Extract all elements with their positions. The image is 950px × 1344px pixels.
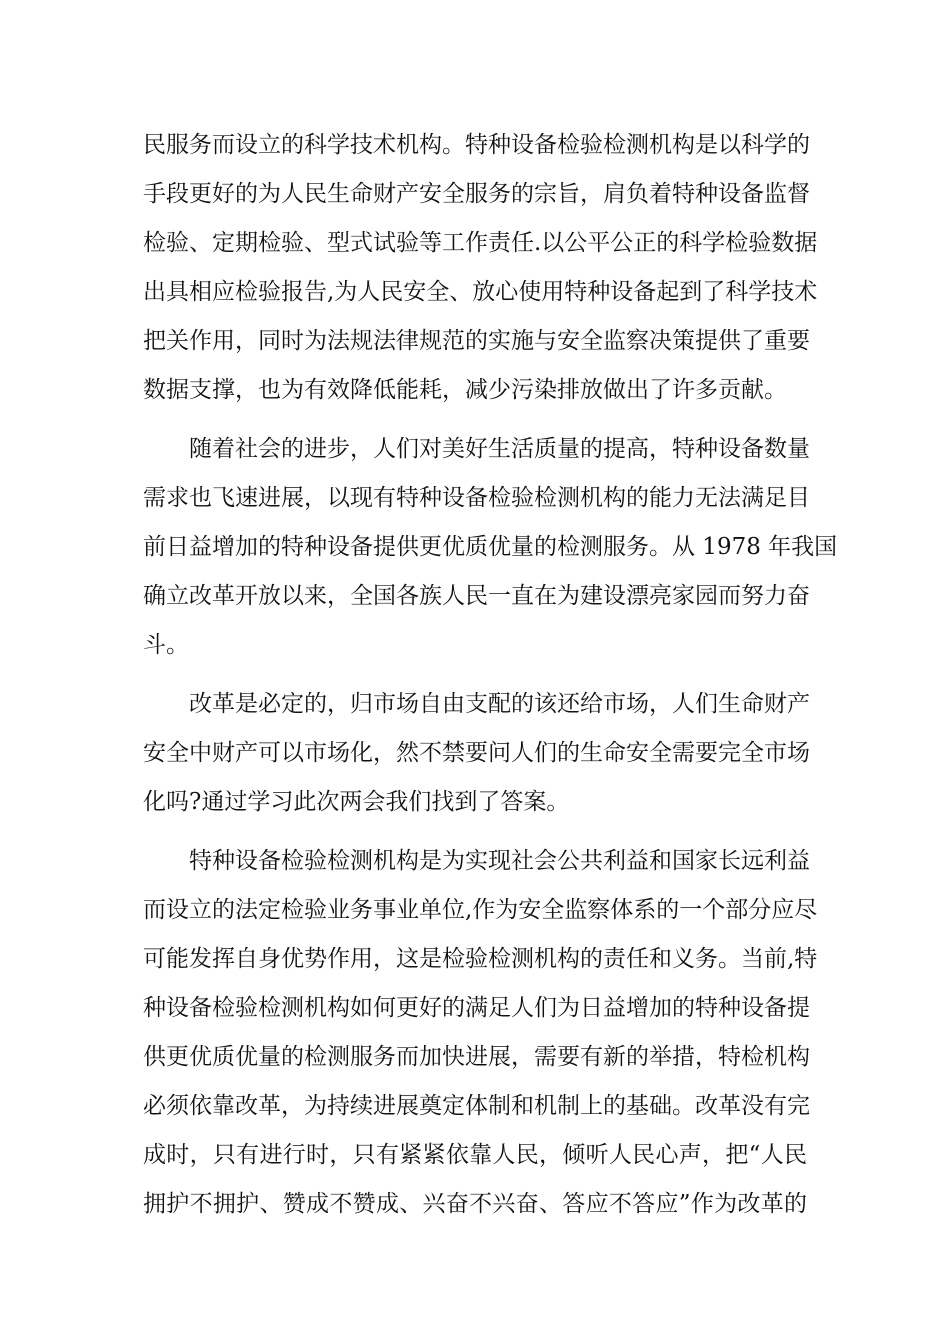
text-line: 必须依靠改革，为持续进展奠定体制和机制上的基础。改革没有完 xyxy=(143,1093,810,1119)
text-line: 民服务而设立的科学技术机构。特种设备检验检测机构是以科学的 xyxy=(143,132,810,158)
text-line: 斗。 xyxy=(143,632,189,658)
text-line: 而设立的法定检验业务事业单位,作为安全监察体系的一个部分应尽 xyxy=(143,897,818,923)
text-line: 种设备检验检测机构如何更好的满足人们为日益增加的特种设备提 xyxy=(143,995,810,1021)
text-line: 成时，只有进行时，只有紧紧依靠人民，倾听人民心声，把“人民 xyxy=(143,1142,807,1168)
paragraph-first-line: 改革是必定的，归市场自由支配的该还给市场，人们生命财产 xyxy=(189,691,810,717)
text-line: 需求也飞速进展，以现有特种设备检验检测机构的能力无法满足目 xyxy=(143,485,810,511)
text-line: 供更优质优量的检测服务而加快进展，需要有新的举措，特检机构 xyxy=(143,1044,810,1070)
text-line: 化吗?通过学习此次两会我们找到了答案。 xyxy=(143,789,570,815)
text-line: 数据支撑，也为有效降低能耗，减少污染排放做出了许多贡献。 xyxy=(143,377,787,403)
text-line: 检验、定期检验、型式试验等工作责任.以公平公正的科学检验数据 xyxy=(143,230,818,256)
text-line: 可能发挥自身优势作用，这是检验检测机构的责任和义务。当前,特 xyxy=(143,946,818,972)
text-line: 把关作用，同时为法规法律规范的实施与安全监察决策提供了重要 xyxy=(143,328,810,354)
text-line: 拥护不拥护、赞成不赞成、兴奋不兴奋、答应不答应”作为改革的 xyxy=(143,1191,807,1217)
text-line: 出具相应检验报告,为人民安全、放心使用特种设备起到了科学技术 xyxy=(143,279,818,305)
paragraph-first-line: 特种设备检验检测机构是为实现社会公共利益和国家长远利益 xyxy=(189,848,810,874)
paragraph-first-line: 随着社会的进步，人们对美好生活质量的提高，特种设备数量 xyxy=(189,436,810,462)
text-line: 手段更好的为人民生命财产安全服务的宗旨，肩负着特种设备监督 xyxy=(143,181,810,207)
text-line: 前日益增加的特种设备提供更优质优量的检测服务。从 1978 年我国 xyxy=(143,534,838,560)
text-line: 安全中财产可以市场化，然不禁要问人们的生命安全需要完全市场 xyxy=(143,740,810,766)
text-line: 确立改革开放以来，全国各族人民一直在为建设漂亮家园而努力奋 xyxy=(143,583,810,609)
